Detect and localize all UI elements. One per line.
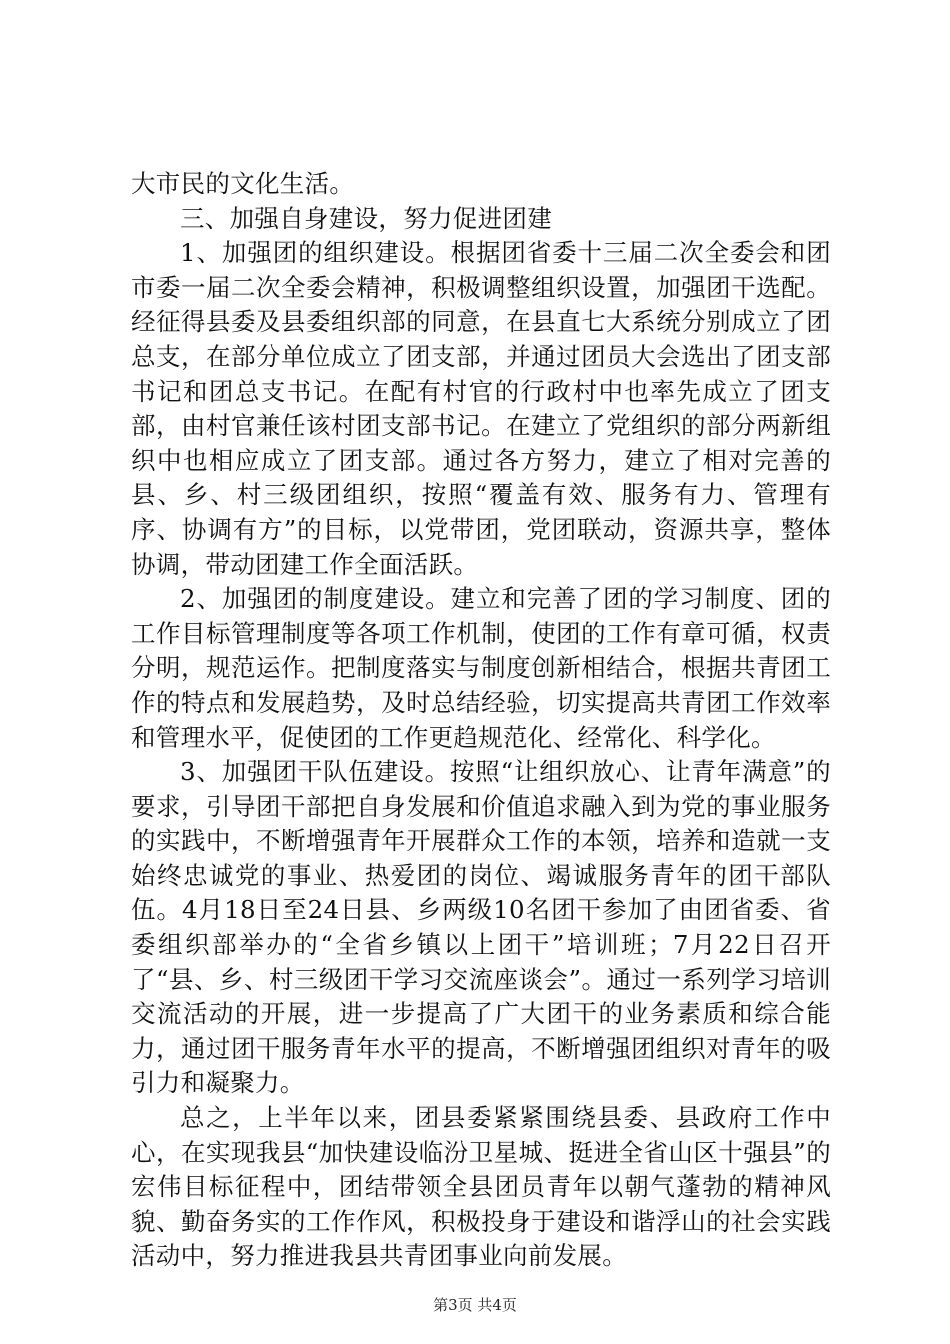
paragraph-cadre-building: 3、加强团干队伍建设。按照“让组织放心、让青年满意”的要求，引导团干部把自身发展和价值追求融入到为党的事业服务的实践中，不断增强青年开展群众工作的本领，培养和造就一支始终忠诚党的事业、热爱团的岗位、竭诚服务青年的团干部队伍。4月18日至24日县、乡两级10名团干参加了由团省委、省委组织部举办的“全省乡镇以上团干”培训班；7月22日召开了“县、乡、村三级团干学习交流座谈会”。通过一系列学习培训交流活动的开展，进一步提高了广大团干的业务素质和综合能力，通过团干服务青年水平的提高，不断增强团组织对青年的吸引力和凝聚力。 xyxy=(131,757,831,1098)
page-footer: 第3页 共4页 xyxy=(433,1296,517,1314)
paragraph-summary: 总之，上半年以来，团县委紧紧围绕县委、县政府工作中心，在实现我县“加快建设临汾卫星城、挺进全省山区十强县”的宏伟目标征程中，团结带领全县团员青年以朝气蓬勃的精神风貌、勤奋务实的工作作风，积极投身于建设和谐浮山的社会实践活动中，努力推进我县共青团事业向前发展。 xyxy=(131,1103,831,1271)
paragraph-continuation: 大市民的文化生活。 xyxy=(131,169,355,198)
section-heading: 三、加强自身建设，努力促进团建 xyxy=(180,203,552,233)
paragraph-organization-building: 1、加强团的组织建设。根据团省委十三届二次全委会和团市委一届二次全委会精神，积极调整组织设置，加强团干选配。经征得县委及县委组织部的同意，在县直七大系统分别成立了团总支，在部分单位成立了团支部，并通过团员大会选出了团支部书记和团总支书记。在配有村官的行政村中也率先成立了团支部，由村官兼任该村团支部书记。在建立了党组织的部分两新组织中也相应成立了团支部。通过各方努力，建立了相对完善的县、乡、村三级团组织，按照“覆盖有效、服务有力、管理有序、协调有方”的目标，以党带团，党团联动，资源共享，整体协调，带动团建工作全面活跃。 xyxy=(131,238,831,579)
document-body xyxy=(131,167,831,1274)
paragraph-system-building: 2、加强团的制度建设。建立和完善了团的学习制度、团的工作目标管理制度等各项工作机制，使团的工作有章可循，权责分明，规范运作。把制度落实与制度创新相结合，根据共青团工作的特点和发展趋势，及时总结经验，切实提高共青团工作效率和管理水平，促使团的工作更趋规范化、经常化、科学化。 xyxy=(131,584,831,752)
